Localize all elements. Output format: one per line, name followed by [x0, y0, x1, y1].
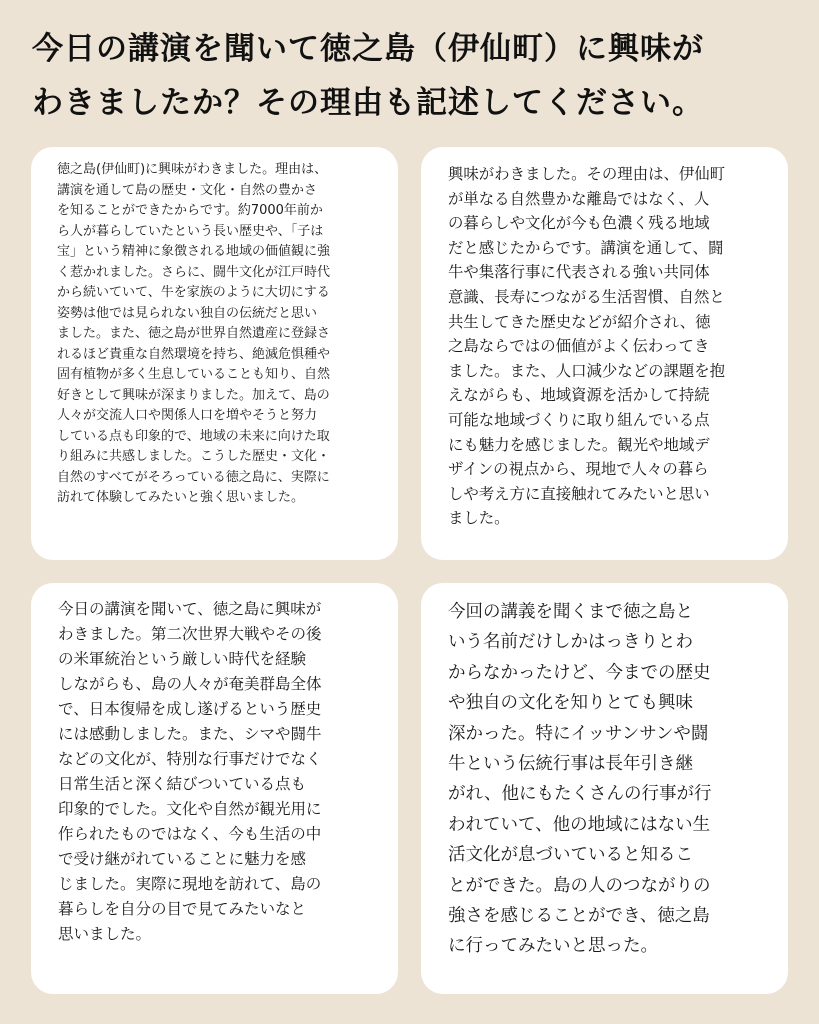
answer-card-2	[421, 147, 788, 560]
page-title	[32, 22, 802, 130]
answer-text-4: 今回の講義を聞くまで徳之島と いう名前だけしかはっきりとわ からなかったけど、今までの歴史 や独自の文化を知りとても興味 深かった。特にイッサンサンや闘 牛という伝統行事は長年引き継 がれ、他にもたくさんの行事が行 われていて、他の地域にはない生 活文化が息づいていると知るこ とができた。島の人のつながりの 強さを感じることができ、徳之島 に行ってみたいと思った。	[448, 602, 712, 957]
answer-card-4	[421, 583, 788, 994]
answer-text-1: 徳之島(伊仙町)に興味がわきました。理由は、 講演を通して島の歴史・文化・自然の豊かさ を知ることができたからです。約7000年前か ら人が暮らしていたという長い歴史や、「子は 宝」という精神に象徴される地域の価値観に強 く惹かれました。さらに、闘牛文化が江戸時代 から続いていて、牛を家族のように大切にする 姿勢は他では見られない独自の伝統だと思い ました。また、徳之島が世界自然遺産に登録さ れるほど貴重な自然環境を持ち、絶滅危惧種や 固有植物が多く生息していることも知り、自然 好きとして興味が深まりました。加えて、島の 人々が交流人口や関係人口を増やそうと努力 している点も印象的で、地域の未来に向けた取 り組みに共感しました。こうした歴史・文化・ 自然のすべてがそろっている徳之島に、実際に 訪れて体験してみたいと強く思いました。	[57, 162, 331, 505]
answer-card-1	[31, 147, 398, 560]
answer-card-3	[31, 583, 398, 994]
title-text: 今日の講演を聞いて徳之島（伊仙町）に興味が わきましたか？その理由も記述してください。	[32, 31, 704, 121]
answer-text-3: 今日の講演を聞いて、徳之島に興味が わきました。第二次世界大戦やその後 の米軍統治という厳しい時代を経験 しながらも、島の人々が奄美群島全体 で、日本復帰を成し遂げるという歴史 には感動しました。また、シマや闘牛 などの文化が、特別な行事だけでなく 日常生活と深く結びついている点も 印象的でした。文化や自然が観光用に 作られたものではなく、今も生活の中 で受け継がれていることに魅力を感 じました。実際に現地を訪れて、島の 暮らしを自分の目で見てみたいなと 思いました。	[58, 600, 322, 943]
answer-text-2: 興味がわきました。その理由は、伊仙町 が単なる自然豊かな離島ではなく、人 の暮らしや文化が今も色濃く残る地域 だと感じたからです。講演を通して、闘 牛や集落行事に代表される強い共同体 意識、長寿につながる生活習慣、自然と 共生してきた歴史などが紹介され、徳 之島ならではの価値がよく伝わってき ました。また、人口減少などの課題を抱 えながらも、地域資源を活かして持続 可能な地域づくりに取り組んでいる点 にも魅力を感じました。観光や地域デ ザインの視点から、現地で人々の暮ら しや考え方に直接触れてみたいと思い ました。	[448, 165, 726, 528]
